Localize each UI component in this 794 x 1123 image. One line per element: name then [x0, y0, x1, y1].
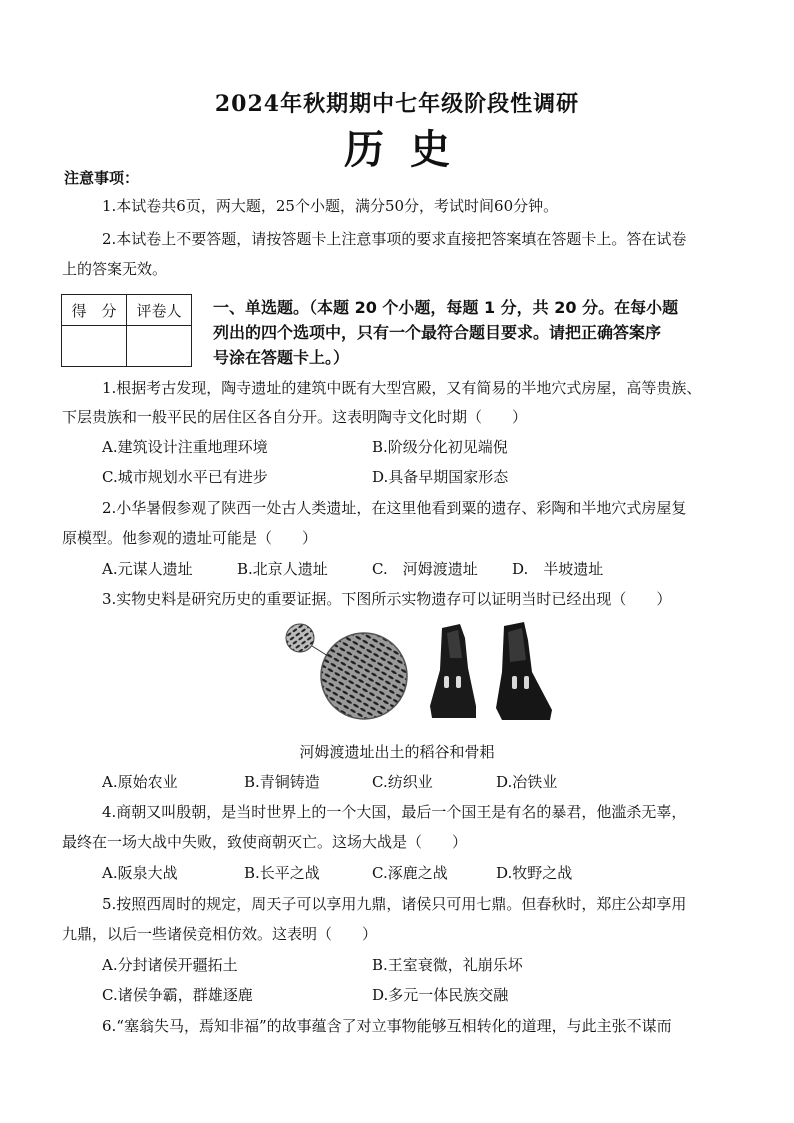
rice-grain-photo	[286, 624, 407, 719]
notes-item-2-line1: 2.本试卷上不要答题，请按答题卡上注意事项的要求直接把答案填在答题卡上。答在试卷	[102, 230, 687, 248]
q1-option-b: B.阶级分化初见端倪	[372, 438, 508, 456]
notes-item-2-line2: 上的答案无效。	[62, 260, 168, 278]
q5-option-a: A.分封诸侯开疆拓土	[102, 956, 238, 974]
q2-option-c: C. 河姆渡遗址	[372, 560, 478, 578]
score-table	[61, 294, 192, 367]
bone-spade-photo-right	[496, 622, 552, 720]
q2-option-b: B.北京人遗址	[237, 560, 328, 578]
bone-spade-photo-left	[430, 624, 476, 718]
q4-option-b: B.长平之战	[244, 864, 320, 882]
q3-option-d: D.冶铁业	[496, 773, 558, 791]
q1-option-a: A.建筑设计注重地理环境	[102, 438, 268, 456]
q2-stem-line2: 原模型。他参观的遗址可能是（ ）	[62, 529, 318, 547]
score-cell	[62, 326, 127, 367]
q3-option-c: C.纺织业	[372, 773, 433, 791]
section1-instruction-line2: 列出的四个选项中，只有一个最符合题目要求。请把正确答案序	[213, 323, 662, 342]
exam-title: 2024年秋期期中七年级阶段性调研	[214, 91, 580, 117]
q1-option-c: C.城市规划水平已有进步	[102, 468, 268, 486]
q4-option-d: D.牧野之战	[496, 864, 573, 882]
notes-heading: 注意事项：	[64, 169, 140, 187]
q1-option-d: D.具备早期国家形态	[372, 468, 509, 486]
q5-option-d: D.多元一体民族交融	[372, 986, 509, 1004]
q3-option-b: B.青铜铸造	[244, 773, 320, 791]
subject-title: 历史	[344, 126, 476, 173]
rice-and-bone-spade-image	[282, 618, 558, 724]
q1-stem-line1: 1.根据考古发现，陶寺遗址的建筑中既有大型宫殿，又有简易的半地穴式房屋，高等贵族、	[102, 379, 702, 397]
q2-option-a: A.元谋人遗址	[102, 560, 193, 578]
score-header: 得 分	[62, 295, 127, 326]
q5-option-c: C.诸侯争霸，群雄逐鹿	[102, 986, 253, 1004]
q5-option-b: B.王室衰微，礼崩乐坏	[372, 956, 523, 974]
grader-header: 评卷人	[127, 295, 192, 326]
section1-instruction-line3: 号涂在答题卡上。）	[213, 348, 350, 367]
q2-stem-line1: 2.小华暑假参观了陕西一处古人类遗址，在这里他看到粟的遗存、彩陶和半地穴式房屋复	[102, 499, 687, 517]
notes-item-1: 1.本试卷共6页，两大题，25个小题，满分50分，考试时间60分钟。	[102, 197, 559, 215]
q3-image-caption: 河姆渡遗址出土的稻谷和骨耜	[299, 743, 495, 761]
q4-stem-line2: 最终在一场大战中失败，致使商朝灭亡。这场大战是（ ）	[62, 833, 468, 851]
q1-stem-line2: 下层贵族和一般平民的居住区各自分开。这表明陶寺文化时期（ ）	[62, 408, 528, 426]
q6-stem-line1: 6.“塞翁失马，焉知非福”的故事蕴含了对立事物能够互相转化的道理，与此主张不谋而	[102, 1017, 672, 1035]
section1-instruction-line1: 一、单选题。（本题 20 个小题，每题 1 分，共 20 分。在每小题	[213, 298, 679, 317]
grader-cell	[127, 326, 192, 367]
q5-stem-line1: 5.按照西周时的规定，周天子可以享用九鼎，诸侯只可用七鼎。但春秋时，郑庄公却享用	[102, 895, 687, 913]
q3-stem-line1: 3.实物史料是研究历史的重要证据。下图所示实物遗存可以证明当时已经出现（ ）	[102, 590, 672, 608]
q4-option-a: A.阪泉大战	[102, 864, 178, 882]
q3-option-a: A.原始农业	[102, 773, 178, 791]
q4-stem-line1: 4.商朝又叫殷朝，是当时世界上的一个大国，最后一个国王是有名的暴君，他滥杀无辜，	[102, 803, 687, 821]
q2-option-d: D. 半坡遗址	[512, 560, 604, 578]
q4-option-c: C.涿鹿之战	[372, 864, 448, 882]
q5-stem-line2: 九鼎，以后一些诸侯竞相仿效。这表明（ ）	[62, 925, 378, 943]
